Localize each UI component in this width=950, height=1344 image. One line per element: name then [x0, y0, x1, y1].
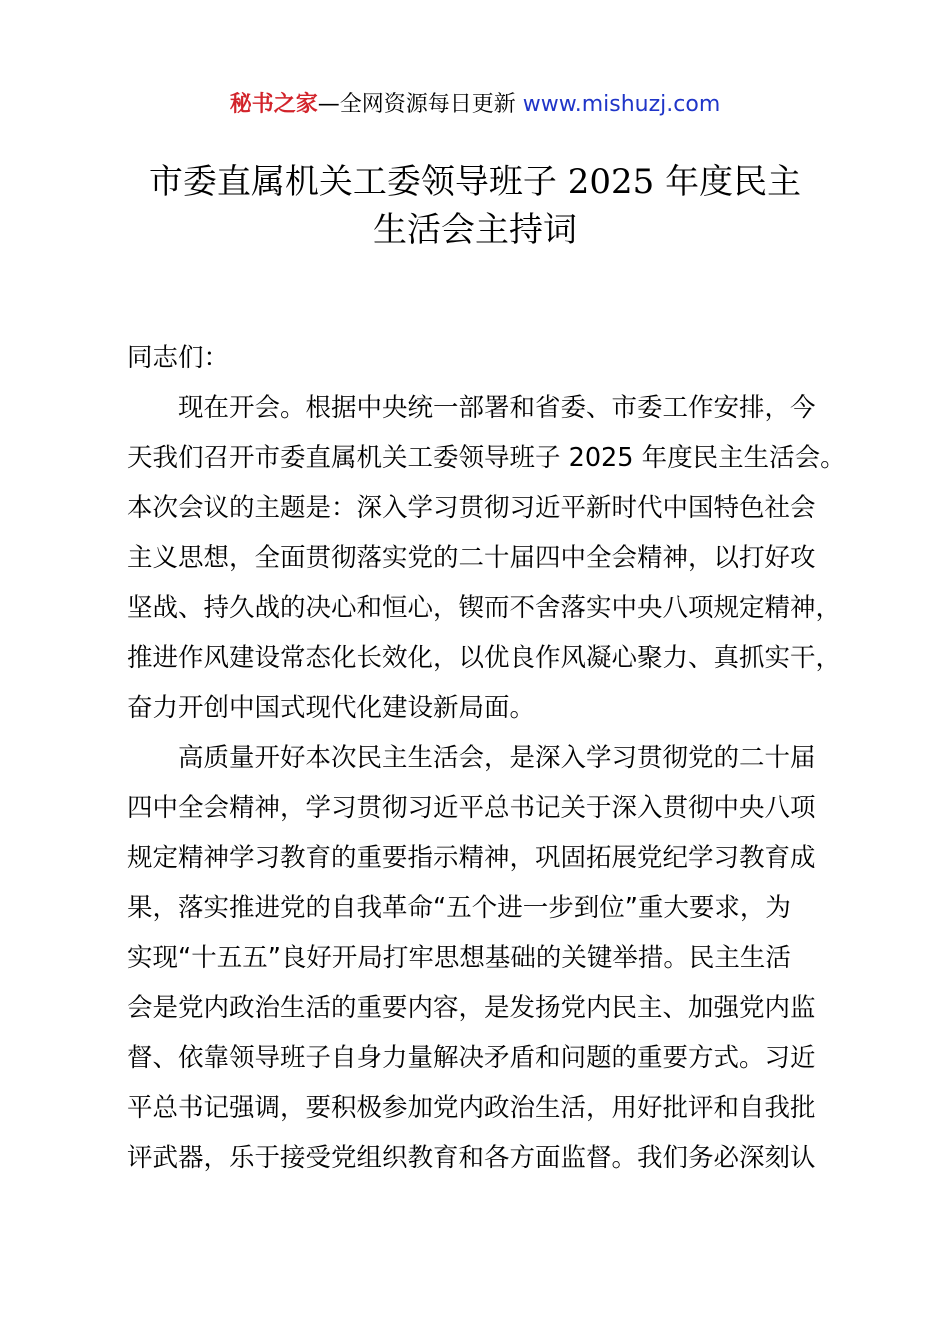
site-url-link[interactable]: www.mishuzj.com	[522, 92, 721, 117]
text-line: 坚战、持久战的决心和恒心，锲而不舍落实中央八项规定精神，	[127, 593, 842, 623]
text-line: 高质量开好本次民主生活会，是深入学习贯彻党的二十届	[178, 743, 816, 773]
title-line-2: 生活会主持词	[373, 210, 577, 250]
paragraph-2	[127, 733, 837, 1183]
brand-name: 秘书之家	[229, 92, 318, 117]
salutation: 同志们：	[127, 343, 230, 373]
text-line: 主义思想，全面贯彻落实党的二十届四中全会精神，以打好攻	[127, 543, 816, 573]
text-line: 实现“十五五”良好开局打牢思想基础的关键举措。民主生活	[127, 943, 791, 973]
paragraph-1	[127, 383, 846, 733]
text-line: 会是党内政治生活的重要内容，是发扬党内民主、加强党内监	[127, 993, 816, 1023]
text-line: 平总书记强调，要积极参加党内政治生活，用好批评和自我批	[127, 1093, 816, 1123]
document-body	[127, 333, 846, 1183]
header-tagline: —全网资源每日更新	[317, 92, 523, 117]
text-line: 现在开会。根据中央统一部署和省委、市委工作安排，今	[178, 393, 816, 423]
text-line: 推进作风建设常态化长效化，以优良作风凝心聚力、真抓实干，	[127, 643, 842, 673]
text-line: 四中全会精神，学习贯彻习近平总书记关于深入贯彻中央八项	[127, 793, 816, 823]
site-header	[0, 88, 950, 122]
text-line: 果，落实推进党的自我革命“五个进一步到位”重大要求，为	[127, 893, 791, 923]
text-line: 天我们召开市委直属机关工委领导班子 2025 年度民主生活会。	[127, 443, 846, 473]
document-title	[0, 158, 950, 254]
text-line: 奋力开创中国式现代化建设新局面。	[127, 693, 536, 723]
text-line: 本次会议的主题是：深入学习贯彻习近平新时代中国特色社会	[127, 493, 816, 523]
text-line: 督、依靠领导班子自身力量解决矛盾和问题的重要方式。习近	[127, 1043, 816, 1073]
text-line: 评武器，乐于接受党组织教育和各方面监督。我们务必深刻认	[127, 1143, 816, 1173]
title-line-1: 市委直属机关工委领导班子 2025 年度民主	[148, 162, 802, 202]
text-line: 规定精神学习教育的重要指示精神，巩固拓展党纪学习教育成	[127, 843, 816, 873]
